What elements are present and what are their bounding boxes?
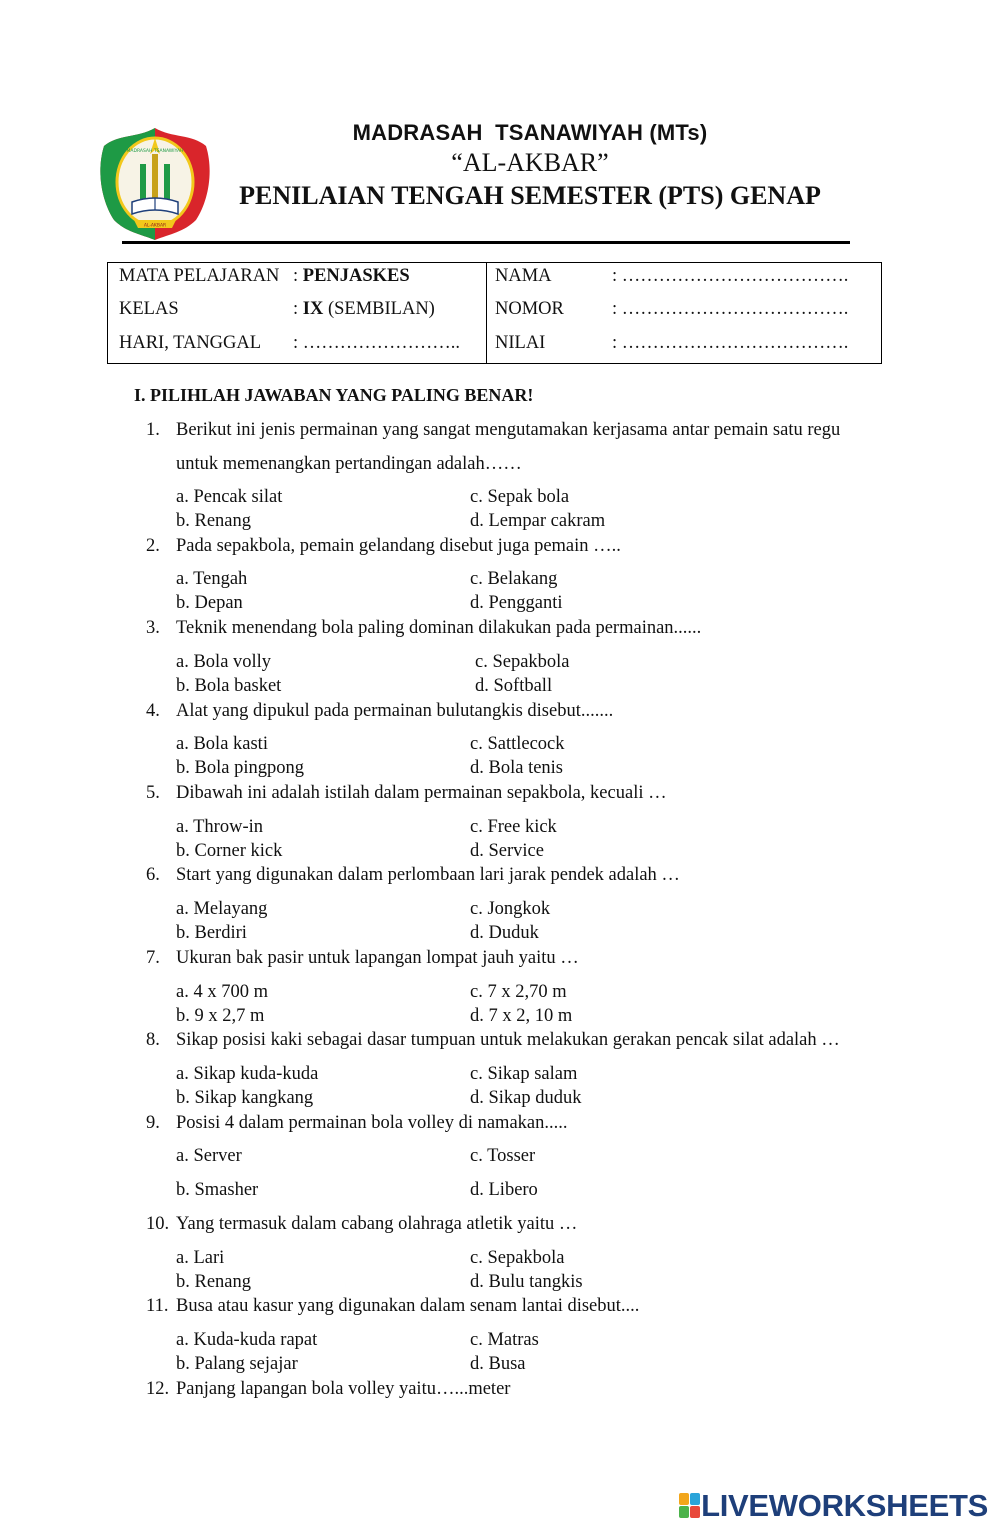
- question-number: 4.: [146, 701, 160, 721]
- question-number: 2.: [146, 536, 160, 556]
- option-b[interactable]: b. Bola pingpong: [176, 758, 304, 778]
- question-text: Alat yang dipukul pada permainan bulutangkis disebut.......: [176, 701, 614, 721]
- class-value-bold: IX: [302, 299, 324, 319]
- school-title: MADRASAH TSANAWIYAH (MTs): [352, 120, 708, 145]
- option-b[interactable]: b. 9 x 2,7 m: [176, 1006, 265, 1026]
- question-number: 1.: [146, 420, 160, 440]
- liveworksheets-watermark[interactable]: [679, 1488, 988, 1524]
- number-field[interactable]: : ……………………………….: [612, 299, 849, 319]
- section-title: I. PILIHLAH JAWABAN YANG PALING BENAR!: [134, 385, 534, 405]
- question-text: Busa atau kasur yang digunakan dalam senam lantai disebut....: [176, 1296, 640, 1316]
- question-number: 7.: [146, 948, 160, 968]
- table-column-divider: [486, 263, 487, 363]
- option-c[interactable]: c. Matras: [470, 1330, 539, 1350]
- subject-value: : PENJASKES: [293, 266, 410, 286]
- option-c[interactable]: c. Sepak bola: [470, 487, 570, 507]
- option-c[interactable]: c. Jongkok: [470, 899, 551, 919]
- name-field[interactable]: : ……………………………….: [612, 266, 849, 286]
- option-d[interactable]: d. 7 x 2, 10 m: [470, 1006, 573, 1026]
- option-c[interactable]: c. Sattlecock: [470, 734, 565, 754]
- option-b[interactable]: b. Renang: [176, 511, 252, 531]
- question-text: Sikap posisi kaki sebagai dasar tumpuan untuk melakukan gerakan pencak silat adalah …: [176, 1030, 840, 1050]
- option-b[interactable]: b. Bola basket: [176, 676, 282, 696]
- option-a[interactable]: a. Throw-in: [176, 817, 263, 837]
- name-label: NAMA: [495, 266, 552, 286]
- option-c[interactable]: c. Sepakbola: [475, 652, 570, 672]
- option-a[interactable]: a. Sikap kuda-kuda: [176, 1064, 319, 1084]
- option-d[interactable]: d. Pengganti: [470, 593, 563, 613]
- question-number: 10.: [146, 1214, 170, 1234]
- question-number: 8.: [146, 1030, 160, 1050]
- option-d[interactable]: d. Bulu tangkis: [470, 1272, 583, 1292]
- logo-caption-bottom: AL-AKBAR: [143, 223, 167, 229]
- option-d[interactable]: d. Bola tenis: [470, 758, 564, 778]
- option-a[interactable]: a. Tengah: [176, 569, 248, 589]
- subject-value-text: PENJASKES: [302, 266, 410, 286]
- option-c[interactable]: c. Sikap salam: [470, 1064, 578, 1084]
- option-a[interactable]: a. Kuda-kuda rapat: [176, 1330, 318, 1350]
- question-number: 5.: [146, 783, 160, 803]
- question-text: Start yang digunakan dalam perlombaan lari jarak pendek adalah …: [176, 865, 680, 885]
- option-d[interactable]: d. Softball: [475, 676, 553, 696]
- question-number: 12.: [146, 1379, 170, 1399]
- option-d[interactable]: d. Service: [470, 841, 544, 861]
- school-name: “AL-AKBAR”: [451, 148, 609, 177]
- option-b[interactable]: b. Berdiri: [176, 923, 247, 943]
- option-b[interactable]: b. Renang: [176, 1272, 252, 1292]
- liveworksheets-wordmark: LIVEWORKSHEETS: [701, 1488, 988, 1523]
- option-d[interactable]: d. Busa: [470, 1354, 526, 1374]
- question-text: Panjang lapangan bola volley yaitu…...meter: [176, 1379, 511, 1399]
- option-a[interactable]: a. Lari: [176, 1248, 225, 1268]
- option-a[interactable]: a. Server: [176, 1146, 242, 1166]
- exam-title: PENILAIAN TENGAH SEMESTER (PTS) GENAP: [239, 181, 821, 210]
- option-b[interactable]: b. Smasher: [176, 1180, 259, 1200]
- date-value-field[interactable]: : ……………………..: [293, 333, 461, 353]
- logo-caption-top: MADRASAH TSANAWIYAH: [126, 149, 184, 154]
- question-text-continued: untuk memenangkan pertandingan adalah……: [176, 454, 522, 474]
- option-d[interactable]: d. Duduk: [470, 923, 539, 943]
- score-label: NILAI: [495, 333, 546, 353]
- option-a[interactable]: a. Melayang: [176, 899, 268, 919]
- option-a[interactable]: a. Bola kasti: [176, 734, 268, 754]
- school-logo: [98, 124, 213, 242]
- header-divider: [122, 241, 850, 244]
- option-a[interactable]: a. Bola volly: [176, 652, 272, 672]
- option-a[interactable]: a. 4 x 700 m: [176, 982, 268, 1002]
- question-number: 9.: [146, 1113, 160, 1133]
- option-d[interactable]: d. Sikap duduk: [470, 1088, 582, 1108]
- class-value-rest: (SEMBILAN): [323, 299, 435, 319]
- student-info-table: [107, 262, 882, 364]
- date-label: HARI, TANGGAL: [119, 333, 262, 353]
- question-text: Dibawah ini adalah istilah dalam permainan sepakbola, kecuali …: [176, 783, 667, 803]
- option-d[interactable]: d. Libero: [470, 1180, 538, 1200]
- liveworksheets-logo-icon: [679, 1493, 701, 1519]
- question-number: 11.: [146, 1296, 169, 1316]
- class-label: KELAS: [119, 299, 179, 319]
- option-c[interactable]: c. Free kick: [470, 817, 557, 837]
- question-text: Ukuran bak pasir untuk lapangan lompat jauh yaitu …: [176, 948, 579, 968]
- option-c[interactable]: c. Belakang: [470, 569, 558, 589]
- option-d[interactable]: d. Lempar cakram: [470, 511, 606, 531]
- option-b[interactable]: b. Palang sejajar: [176, 1354, 298, 1374]
- score-field[interactable]: : ……………………………….: [612, 333, 849, 353]
- option-a[interactable]: a. Pencak silat: [176, 487, 283, 507]
- question-text: Yang termasuk dalam cabang olahraga atletik yaitu …: [176, 1214, 578, 1234]
- number-label: NOMOR: [495, 299, 564, 319]
- option-c[interactable]: c. Sepakbola: [470, 1248, 565, 1268]
- question-text: Teknik menendang bola paling dominan dilakukan pada permainan......: [176, 618, 702, 638]
- question-number: 6.: [146, 865, 160, 885]
- option-c[interactable]: c. 7 x 2,70 m: [470, 982, 567, 1002]
- subject-label: MATA PELAJARAN: [119, 266, 280, 286]
- class-value: : IX (SEMBILAN): [293, 299, 435, 319]
- option-b[interactable]: b. Corner kick: [176, 841, 283, 861]
- question-text: Berikut ini jenis permainan yang sangat mengutamakan kerjasama antar pemain satu regu: [176, 420, 841, 440]
- question-text: Posisi 4 dalam permainan bola volley di namakan.....: [176, 1113, 568, 1133]
- question-number: 3.: [146, 618, 160, 638]
- option-c[interactable]: c. Tosser: [470, 1146, 536, 1166]
- question-text: Pada sepakbola, pemain gelandang disebut juga pemain …..: [176, 536, 621, 556]
- option-b[interactable]: b. Sikap kangkang: [176, 1088, 314, 1108]
- option-b[interactable]: b. Depan: [176, 593, 243, 613]
